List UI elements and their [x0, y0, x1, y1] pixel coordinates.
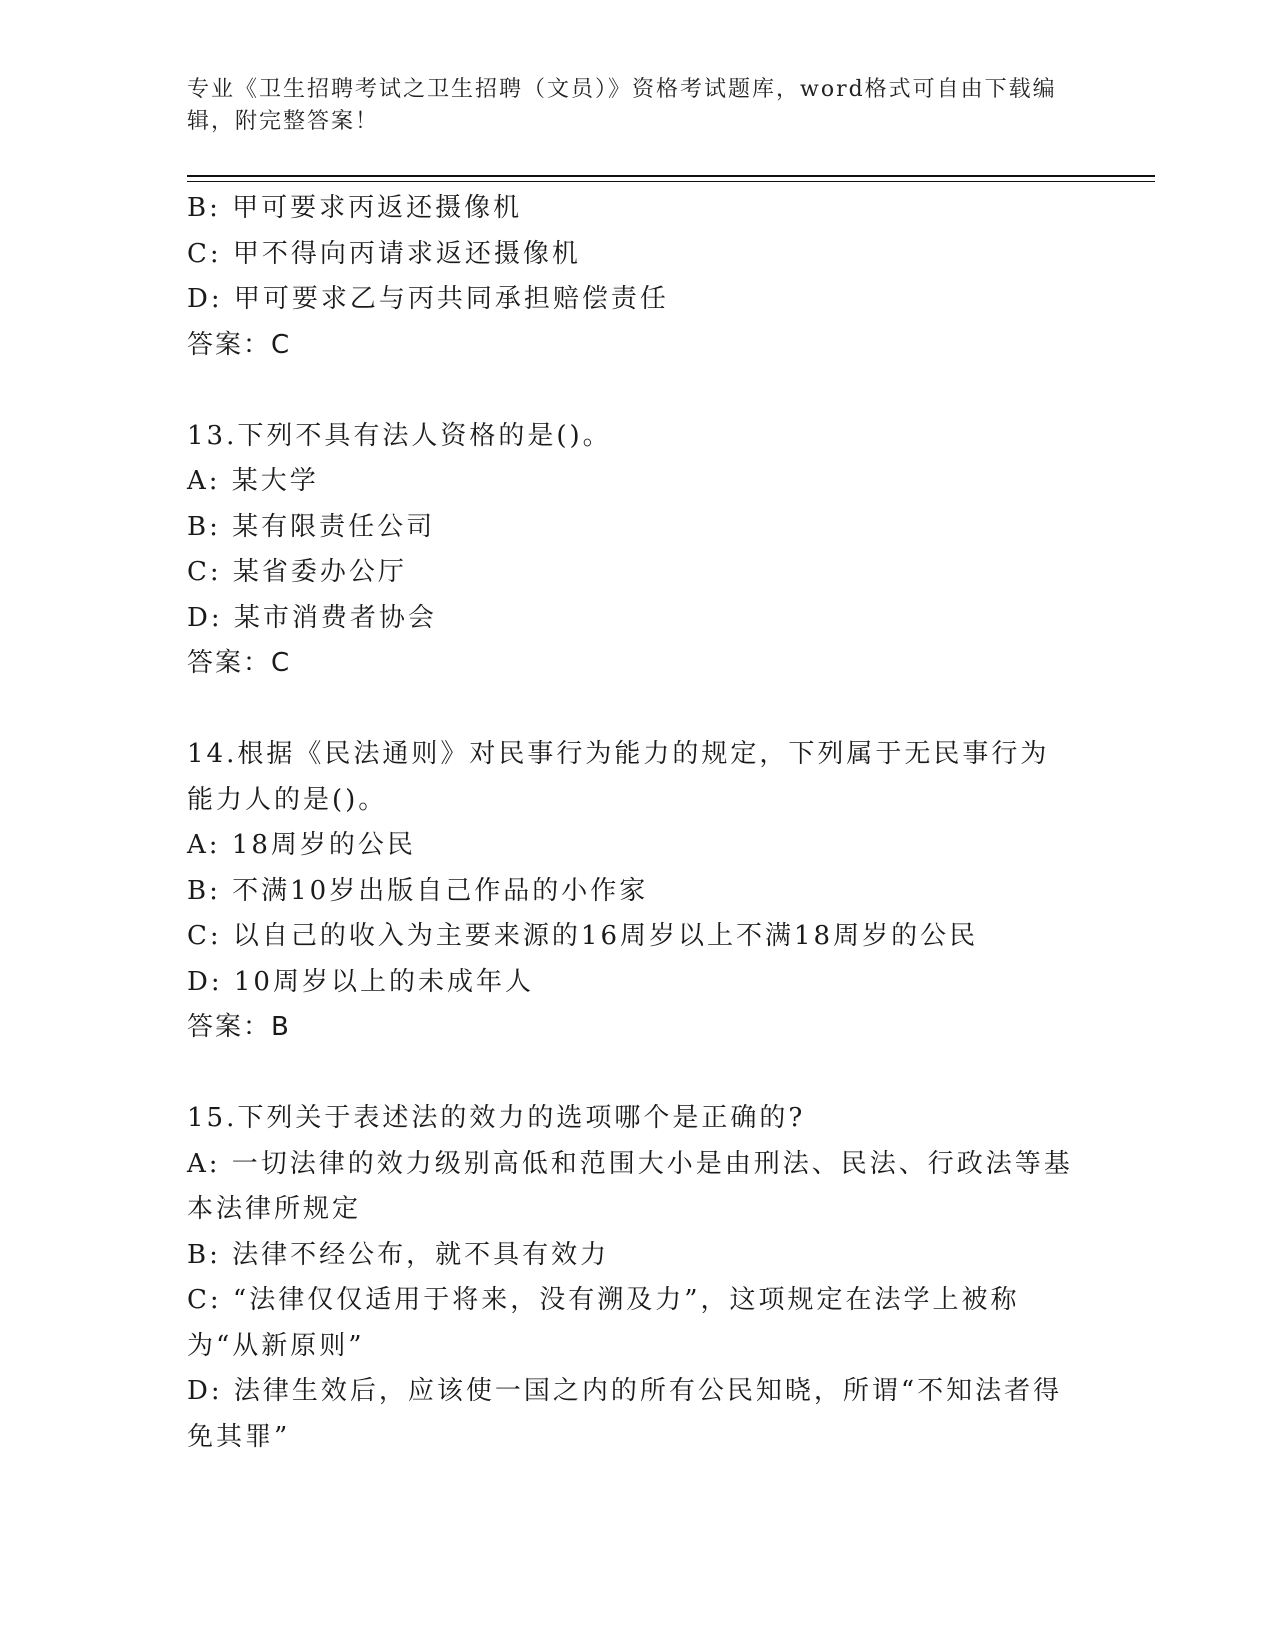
option-d: D: 10周岁以上的未成年人: [187, 966, 534, 997]
option-b: B: 甲可要求丙返还摄像机: [187, 193, 523, 223]
option-d: D: 法律生效后，应该使一国之内的所有公民知晓，所谓“不知法者得免其罪”: [187, 1376, 1063, 1452]
answer-line: 答案：C: [187, 329, 292, 360]
option-b: B: 法律不经公布，就不具有效力: [187, 1239, 610, 1270]
question-12-continued: [187, 186, 1077, 368]
document-header: 专业《卫生招聘考试之卫生招聘（文员）》资格考试题库，word格式可自由下载编辑，附完整答案！: [187, 77, 1057, 134]
header-divider-thick: [187, 175, 1155, 177]
answer-line: 答案：B: [187, 1012, 291, 1042]
question-title: 13.下列不具有法人资格的是()。: [187, 420, 612, 451]
spacer: [187, 687, 1077, 733]
spacer: [187, 1051, 1077, 1097]
option-b: B: 某有限责任公司: [187, 511, 436, 542]
question-15: [187, 1096, 1077, 1460]
option-c: C: 以自己的收入为主要来源的16周岁以上不满18周岁的公民: [187, 921, 979, 951]
question-14: [187, 732, 1077, 1051]
option-a: A: 某大学: [187, 466, 319, 496]
option-c: C: “法律仅仅适用于将来，没有溯及力”，这项规定在法学上被称为“从新原则”: [187, 1285, 1020, 1361]
option-a: A: 一切法律的效力级别高低和范围大小是由刑法、民法、行政法等基本法律所规定: [187, 1148, 1073, 1224]
question-title: 14.根据《民法通则》对民事行为能力的规定，下列属于无民事行为能力人的是()。: [187, 739, 1050, 815]
question-13: [187, 414, 1077, 687]
option-d: D: 甲可要求乙与丙共同承担赔偿责任: [187, 284, 669, 314]
answer-line: 答案：C: [187, 648, 292, 678]
option-c: C: 某省委办公厅: [187, 557, 407, 587]
header-divider-thin: [187, 181, 1155, 182]
option-d: D: 某市消费者协会: [187, 602, 437, 633]
spacer: [187, 368, 1077, 414]
question-content: [187, 186, 1077, 1460]
option-b: B: 不满10岁出版自己作品的小作家: [187, 875, 649, 906]
option-a: A: 18周岁的公民: [187, 830, 416, 860]
question-title: 15.下列关于表述法的效力的选项哪个是正确的?: [187, 1103, 806, 1133]
option-c: C: 甲不得向丙请求返还摄像机: [187, 238, 581, 269]
